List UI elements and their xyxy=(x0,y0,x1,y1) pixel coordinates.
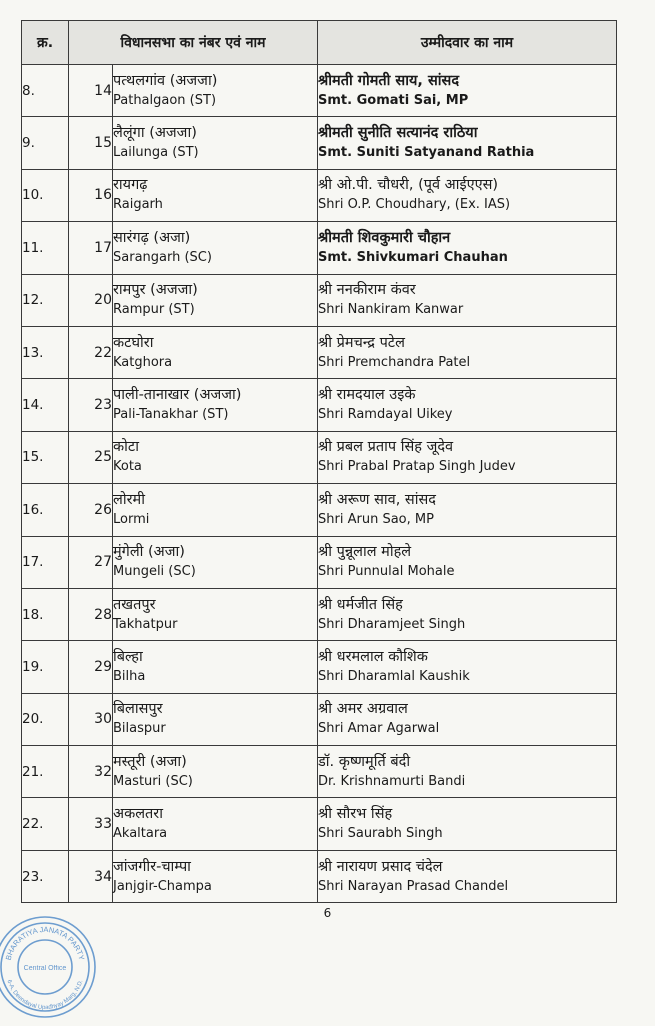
constituency-name-hindi: बिल्हा xyxy=(113,648,143,665)
constituency-name-hindi: लोरमी xyxy=(113,491,145,508)
table-row xyxy=(22,65,617,117)
constituency-name xyxy=(113,379,318,431)
constituency-number: 32 xyxy=(69,746,113,798)
page-number: 6 xyxy=(323,906,332,920)
candidate-name-english: Shri Narayan Prasad Chandel xyxy=(318,878,509,894)
candidate-name-english: Smt. Suniti Satyanand Rathia xyxy=(318,145,535,161)
constituency-number: 15 xyxy=(69,117,113,169)
candidate-name xyxy=(318,65,617,117)
candidate-name xyxy=(318,169,617,221)
constituency-number: 23 xyxy=(69,379,113,431)
candidate-name-hindi: श्रीमती गोमती साय, सांसद xyxy=(318,72,460,89)
serial-number: 20. xyxy=(22,693,69,745)
candidate-name xyxy=(318,746,617,798)
constituency-name-english: Janjgir-Champa xyxy=(113,878,212,894)
serial-number: 10. xyxy=(22,169,69,221)
candidate-name-hindi: श्री धरमलाल कौशिक xyxy=(318,648,428,665)
constituency-name xyxy=(113,222,318,274)
candidate-name xyxy=(318,588,617,640)
candidate-name-hindi: श्री अरूण साव, सांसद xyxy=(318,491,436,508)
table-row xyxy=(22,746,617,798)
candidate-name-english: Shri O.P. Choudhary, (Ex. IAS) xyxy=(318,197,511,213)
candidate-name xyxy=(318,641,617,693)
constituency-name xyxy=(113,641,318,693)
candidate-name-english: Shri Premchandra Patel xyxy=(318,354,471,370)
table-row xyxy=(22,326,617,378)
candidate-name-english: Smt. Shivkumari Chauhan xyxy=(318,249,508,265)
constituency-name xyxy=(113,431,318,483)
constituency-number: 25 xyxy=(69,431,113,483)
candidate-name xyxy=(318,484,617,536)
constituency-name xyxy=(113,65,318,117)
candidate-table xyxy=(21,20,617,903)
constituency-name-english: Lormi xyxy=(113,511,150,527)
header-candidate: उम्मीदवार का नाम xyxy=(318,21,617,65)
table-row xyxy=(22,641,617,693)
candidate-name xyxy=(318,798,617,850)
candidate-name-hindi: श्री ओ.पी. चौधरी, (पूर्व आईएएस) xyxy=(318,177,499,194)
serial-number: 8. xyxy=(22,65,69,117)
constituency-number: 14 xyxy=(69,65,113,117)
constituency-number: 20 xyxy=(69,274,113,326)
candidate-name-english: Shri Dharamlal Kaushik xyxy=(318,668,470,684)
candidate-name-english: Dr. Krishnamurti Bandi xyxy=(318,773,466,789)
header-constituency: विधानसभा का नंबर एवं नाम xyxy=(69,21,318,65)
constituency-number: 34 xyxy=(69,850,113,902)
constituency-name xyxy=(113,117,318,169)
constituency-name-english: Pathalgaon (ST) xyxy=(113,92,217,108)
candidate-name-hindi: श्री रामदयाल उइके xyxy=(318,387,416,404)
stamp-text-center: Central Office xyxy=(23,965,67,972)
constituency-name-hindi: मस्तूरी (अजा) xyxy=(113,753,187,770)
table-row xyxy=(22,117,617,169)
constituency-name-english: Raigarh xyxy=(113,197,163,213)
table-row xyxy=(22,536,617,588)
constituency-name-hindi: मुंगेली (अजा) xyxy=(113,544,185,561)
constituency-name xyxy=(113,588,318,640)
party-office-stamp xyxy=(0,908,104,1026)
constituency-name-english: Katghora xyxy=(113,354,173,370)
table-row xyxy=(22,850,617,902)
table-row xyxy=(22,274,617,326)
constituency-name-hindi: सारंगढ़ (अजा) xyxy=(113,229,191,246)
candidate-name-hindi: श्री अमर अग्रवाल xyxy=(318,701,408,718)
serial-number: 23. xyxy=(22,850,69,902)
constituency-name xyxy=(113,850,318,902)
candidate-name-english: Smt. Gomati Sai, MP xyxy=(318,92,469,108)
stamp-text-bottom: 6-A, Deendayal Upadhyay Marg, N.D. xyxy=(5,979,85,1012)
candidate-name-english: Shri Amar Agarwal xyxy=(318,721,440,737)
serial-number: 13. xyxy=(22,326,69,378)
candidate-name xyxy=(318,850,617,902)
constituency-name-hindi: रामपुर (अजजा) xyxy=(113,282,198,299)
constituency-name-english: Sarangarh (SC) xyxy=(113,249,212,265)
candidate-name-english: Shri Punnulal Mohale xyxy=(318,564,455,580)
constituency-number: 17 xyxy=(69,222,113,274)
constituency-name-hindi: लैलूंगा (अजजा) xyxy=(113,125,197,142)
constituency-name-hindi: कटघोरा xyxy=(113,334,154,351)
constituency-number: 29 xyxy=(69,641,113,693)
stamp-text-top: BHARATIYA JANATA PARTY xyxy=(3,924,87,962)
constituency-number: 27 xyxy=(69,536,113,588)
constituency-name xyxy=(113,798,318,850)
constituency-name-english: Pali-Tanakhar (ST) xyxy=(113,407,229,423)
constituency-name-hindi: कोटा xyxy=(113,439,139,456)
constituency-name-english: Bilha xyxy=(113,668,146,684)
constituency-number: 26 xyxy=(69,484,113,536)
serial-number: 9. xyxy=(22,117,69,169)
candidate-name xyxy=(318,379,617,431)
candidate-name xyxy=(318,693,617,745)
candidate-name-hindi: श्री नारायण प्रसाद चंदेल xyxy=(318,858,443,875)
constituency-name-english: Mungeli (SC) xyxy=(113,564,196,580)
table-header-row xyxy=(22,21,617,65)
constituency-number: 33 xyxy=(69,798,113,850)
constituency-name-hindi: अकलतरा xyxy=(113,806,163,823)
candidate-name xyxy=(318,431,617,483)
constituency-name-hindi: पाली-तानाखार (अजजा) xyxy=(113,387,242,404)
serial-number: 21. xyxy=(22,746,69,798)
constituency-name-hindi: जांजगीर-चाम्पा xyxy=(113,858,191,875)
candidate-name-english: Shri Saurabh Singh xyxy=(318,826,443,842)
table-row xyxy=(22,431,617,483)
constituency-name xyxy=(113,693,318,745)
candidate-name xyxy=(318,222,617,274)
candidate-name-hindi: श्री ननकीराम कंवर xyxy=(318,282,416,299)
constituency-name xyxy=(113,746,318,798)
table-row xyxy=(22,379,617,431)
table-row xyxy=(22,588,617,640)
constituency-name xyxy=(113,274,318,326)
candidate-name-english: Shri Arun Sao, MP xyxy=(318,511,434,527)
constituency-name xyxy=(113,536,318,588)
serial-number: 19. xyxy=(22,641,69,693)
table-row xyxy=(22,169,617,221)
serial-number: 17. xyxy=(22,536,69,588)
constituency-number: 22 xyxy=(69,326,113,378)
serial-number: 14. xyxy=(22,379,69,431)
candidate-name-hindi: डॉ. कृष्णमूर्ति बंदी xyxy=(318,753,411,770)
table-row xyxy=(22,222,617,274)
serial-number: 15. xyxy=(22,431,69,483)
serial-number: 16. xyxy=(22,484,69,536)
constituency-name-hindi: तखतपुर xyxy=(113,596,156,613)
candidate-name-hindi: श्री सौरभ सिंह xyxy=(318,806,393,823)
constituency-name xyxy=(113,484,318,536)
candidate-name xyxy=(318,536,617,588)
constituency-number: 16 xyxy=(69,169,113,221)
constituency-name-hindi: बिलासपुर xyxy=(113,701,163,718)
constituency-name-english: Bilaspur xyxy=(113,721,166,737)
constituency-name-english: Kota xyxy=(113,459,142,475)
constituency-name-english: Lailunga (ST) xyxy=(113,145,199,161)
constituency-name-english: Rampur (ST) xyxy=(113,302,195,318)
constituency-name xyxy=(113,169,318,221)
constituency-name-english: Takhatpur xyxy=(113,616,178,632)
serial-number: 12. xyxy=(22,274,69,326)
candidate-name-hindi: श्री धर्मजीत सिंह xyxy=(318,596,403,613)
serial-number: 11. xyxy=(22,222,69,274)
constituency-name-hindi: पत्थलगांव (अजजा) xyxy=(113,72,218,89)
candidate-name xyxy=(318,274,617,326)
header-serial: क्र. xyxy=(22,21,69,65)
candidate-name-hindi: श्रीमती शिवकुमारी चौहान xyxy=(318,229,451,246)
constituency-name-hindi: रायगढ़ xyxy=(113,177,148,194)
candidate-name-english: Shri Prabal Pratap Singh Judev xyxy=(318,459,516,475)
candidate-name-english: Shri Dharamjeet Singh xyxy=(318,616,466,632)
table-row xyxy=(22,693,617,745)
constituency-number: 30 xyxy=(69,693,113,745)
candidate-name xyxy=(318,117,617,169)
candidate-name-hindi: श्रीमती सुनीति सत्यानंद राठिया xyxy=(318,125,478,142)
constituency-number: 28 xyxy=(69,588,113,640)
serial-number: 18. xyxy=(22,588,69,640)
candidate-name xyxy=(318,326,617,378)
serial-number: 22. xyxy=(22,798,69,850)
candidate-name-hindi: श्री प्रबल प्रताप सिंह जूदेव xyxy=(318,439,454,456)
constituency-name-english: Akaltara xyxy=(113,826,168,842)
candidate-name-hindi: श्री प्रेमचन्द्र पटेल xyxy=(318,334,405,351)
candidate-name-english: Shri Ramdayal Uikey xyxy=(318,407,453,423)
candidate-name-hindi: श्री पुन्नूलाल मोहले xyxy=(318,544,412,561)
constituency-name xyxy=(113,326,318,378)
candidate-name-english: Shri Nankiram Kanwar xyxy=(318,302,464,318)
table-row xyxy=(22,484,617,536)
table-row xyxy=(22,798,617,850)
constituency-name-english: Masturi (SC) xyxy=(113,773,193,789)
